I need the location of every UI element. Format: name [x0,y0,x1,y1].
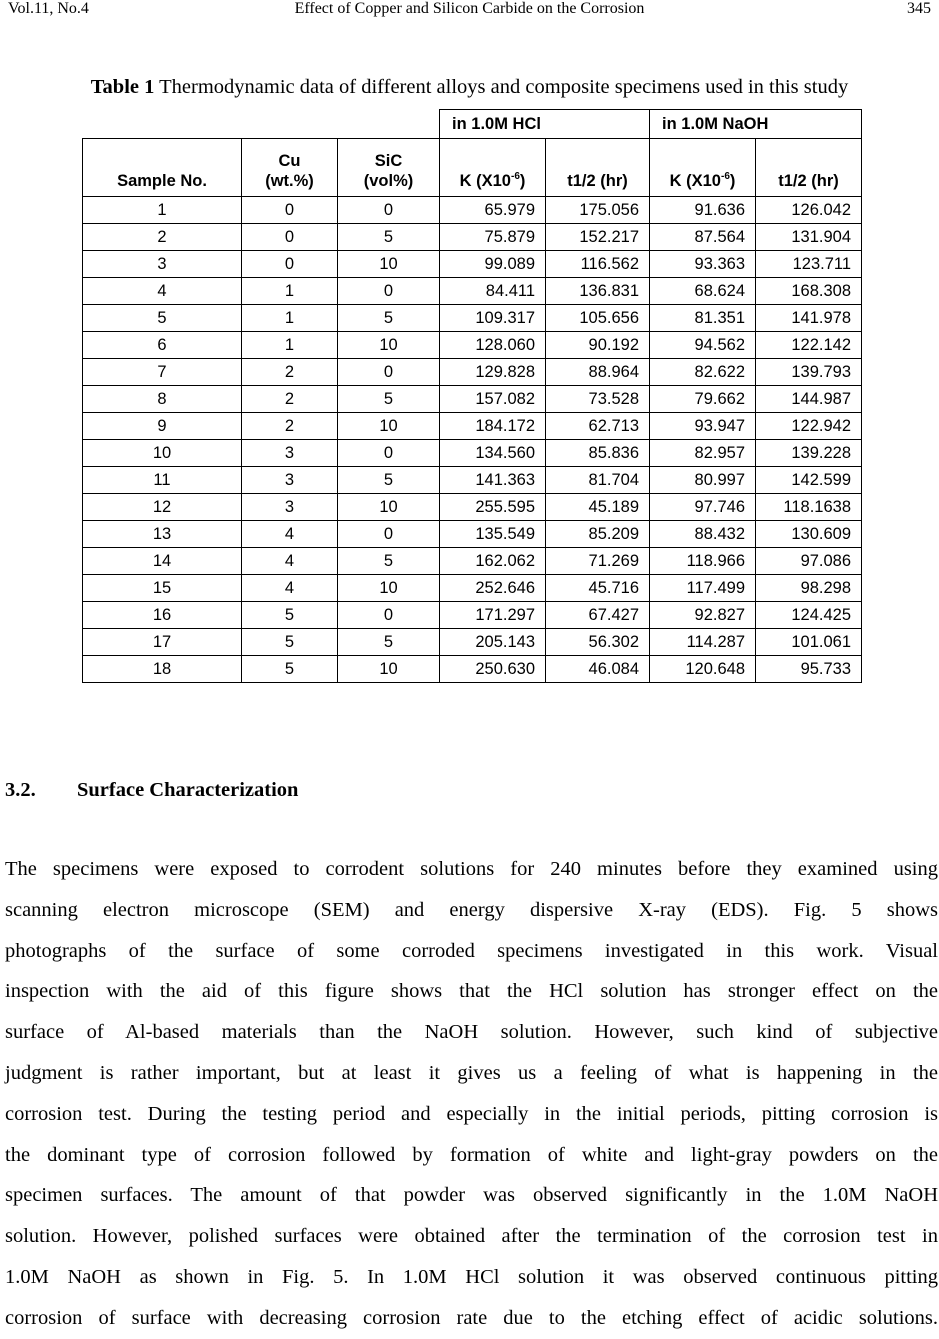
table-cell: 5 [338,305,440,332]
table-cell: 5 [338,629,440,656]
running-header [8,0,931,22]
table-cell: 142.599 [756,467,862,494]
table-cell: 10 [338,413,440,440]
table-cell: 85.836 [546,440,650,467]
table-cell: 93.363 [650,251,756,278]
section-heading [5,779,298,802]
table-cell: 5 [242,656,338,683]
table-cell: 75.879 [440,224,546,251]
table-cell: 0 [242,224,338,251]
table-row [83,521,862,548]
table-cell: 4 [242,575,338,602]
table-cell: 14 [83,548,242,575]
table-cell: 10 [338,494,440,521]
table-cell: 5 [338,467,440,494]
table-cell: 1 [242,278,338,305]
table-cell: 184.172 [440,413,546,440]
table-cell: 141.363 [440,467,546,494]
table-cell: 120.648 [650,656,756,683]
table-row [83,656,862,683]
table-cell: 136.831 [546,278,650,305]
table-row [83,197,862,224]
table-cell: 0 [242,197,338,224]
running-title: Effect of Copper and Silicon Carbide on the Corrosion [294,0,645,17]
table-caption [0,76,939,99]
table-cell: 152.217 [546,224,650,251]
table-cell: 2 [83,224,242,251]
table-cell: 79.662 [650,386,756,413]
paragraph-line: specimen surfaces. The amount of that powder was observed significantly in the 1.0M NaOH [5,1184,938,1207]
table-cell: 2 [242,386,338,413]
table-cell: 162.062 [440,548,546,575]
table-cell: 6 [83,332,242,359]
table-cell: 114.287 [650,629,756,656]
table-cell: 124.425 [756,602,862,629]
table-cell: 4 [83,278,242,305]
table-cell: 135.549 [440,521,546,548]
table-cell: 0 [338,197,440,224]
table-cell: 90.192 [546,332,650,359]
table-cell: 5 [338,386,440,413]
table-cell: 15 [83,575,242,602]
table-cell: 105.656 [546,305,650,332]
section-number: 3.2. [5,779,36,801]
paragraph-line: 1.0M NaOH as shown in Fig. 5. In 1.0M HCl solution it was observed continuous pitting [5,1265,938,1288]
table-cell: 205.143 [440,629,546,656]
table-cell: 92.827 [650,602,756,629]
table-cell: 129.828 [440,359,546,386]
table-cell: 5 [83,305,242,332]
body-paragraph [5,849,938,1339]
table-row [83,278,862,305]
table-cell: 130.609 [756,521,862,548]
group-header-row [83,110,862,139]
paragraph-line: solution. However, polished surfaces were obtained after the termination of the corrosion test in [5,1225,938,1248]
table-cell: 82.622 [650,359,756,386]
journal-volume: Vol.11, No.4 [8,0,89,17]
table-cell: 3 [83,251,242,278]
table-cell: 73.528 [546,386,650,413]
section-title: Surface Characterization [77,779,299,801]
table-cell: 0 [338,602,440,629]
col-header-t-hcl: t1/2 (hr) [546,139,650,197]
table-cell: 85.209 [546,521,650,548]
table-cell: 139.793 [756,359,862,386]
paragraph-line: The specimens were exposed to corrodent solutions for 240 minutes before they examined using [5,858,938,880]
table-row [83,440,862,467]
table-row [83,224,862,251]
table-body [83,197,862,683]
group-header-hcl: in 1.0M HCl [440,110,650,139]
table-cell: 94.562 [650,332,756,359]
table-row [83,467,862,494]
table-cell: 1 [83,197,242,224]
thermodynamic-data-table [82,109,862,683]
table-row [83,413,862,440]
table-cell: 4 [242,548,338,575]
table-cell: 11 [83,467,242,494]
table-cell: 98.298 [756,575,862,602]
table-cell: 0 [338,440,440,467]
table-cell: 95.733 [756,656,862,683]
table-cell: 118.1638 [756,494,862,521]
table-cell: 0 [338,278,440,305]
table-cell: 3 [242,494,338,521]
column-header-row [83,139,862,197]
table-row [83,251,862,278]
table-cell: 3 [242,467,338,494]
table-cell: 62.713 [546,413,650,440]
table-cell: 93.947 [650,413,756,440]
group-header-blank [83,110,440,139]
table-cell: 116.562 [546,251,650,278]
col-header-k-naoh: K $(X10^{-6})$ [650,139,756,197]
table-cell: 87.564 [650,224,756,251]
paragraph-line: photographs of the surface of some corroded specimens investigated in this work. Visual [5,939,938,962]
table-cell: 10 [83,440,242,467]
table-cell: 81.704 [546,467,650,494]
paragraph-line: scanning electron microscope (SEM) and energy dispersive X-ray (EDS). Fig. 5 shows [5,898,938,921]
paragraph-line: judgment is rather important, but at least it gives us a feeling of what is happening in the [5,1061,938,1084]
table-cell: 10 [338,656,440,683]
table-cell: 118.966 [650,548,756,575]
table-cell: 157.082 [440,386,546,413]
group-header-naoh: in 1.0M NaOH [650,110,862,139]
table-cell: 0 [338,359,440,386]
table-cell: 141.978 [756,305,862,332]
table-cell: 5 [242,602,338,629]
paragraph-line: inspection with the aid of this figure shows that the HCl solution has stronger effect on the [5,980,938,1003]
table-row [83,386,862,413]
table-cell: 13 [83,521,242,548]
table-cell: 128.060 [440,332,546,359]
table-cell: 80.997 [650,467,756,494]
table-cell: 250.630 [440,656,546,683]
table-cell: 99.089 [440,251,546,278]
table-cell: 5 [338,548,440,575]
paragraph-line: the dominant type of corrosion followed by formation of white and light-gray powders on the [5,1143,938,1166]
table-cell: 2 [242,413,338,440]
table-cell: 144.987 [756,386,862,413]
table-cell: 81.351 [650,305,756,332]
table-cell: 252.646 [440,575,546,602]
col-header-sample: Sample No. [83,139,242,197]
table-cell: 67.427 [546,602,650,629]
table-cell: 2 [242,359,338,386]
table-cell: 97.086 [756,548,862,575]
table-label: Table 1 [90,76,155,98]
table-cell: 12 [83,494,242,521]
paragraph-line: surface of Al-based materials than the NaOH solution. However, such kind of subjective [5,1021,938,1044]
col-header-k-hcl: K $(X10^{-6})$ [440,139,546,197]
page-number: 345 [907,0,931,17]
table-cell: 122.142 [756,332,862,359]
col-header-cu: Cu (wt.%) [242,139,338,197]
table-cell: 255.595 [440,494,546,521]
table-cell: 123.711 [756,251,862,278]
table-cell: 1 [242,332,338,359]
table-cell: 88.964 [546,359,650,386]
table-row [83,494,862,521]
table-cell: 126.042 [756,197,862,224]
table-cell: 117.499 [650,575,756,602]
table-row [83,359,862,386]
table-cell: 171.297 [440,602,546,629]
table-row [83,332,862,359]
table-row [83,305,862,332]
table-caption-text: Thermodynamic data of different alloys and composite specimens used in this study [154,76,849,98]
table-cell: 46.084 [546,656,650,683]
table-row [83,602,862,629]
table-cell: 5 [338,224,440,251]
table-cell: 122.942 [756,413,862,440]
paragraph-line: corrosion of surface with decreasing corrosion rate due to the etching effect of acidic solutions. [5,1306,938,1329]
table-cell: 109.317 [440,305,546,332]
table-cell: 9 [83,413,242,440]
table-cell: 168.308 [756,278,862,305]
table-cell: 56.302 [546,629,650,656]
col-header-t-naoh: t1/2 (hr) [756,139,862,197]
table-row [83,629,862,656]
table-cell: 175.056 [546,197,650,224]
table-cell: 68.624 [650,278,756,305]
table-cell: 45.716 [546,575,650,602]
table-cell: 101.061 [756,629,862,656]
table-cell: 97.746 [650,494,756,521]
table-cell: 71.269 [546,548,650,575]
table-cell: 10 [338,575,440,602]
table-cell: 139.228 [756,440,862,467]
paragraph-line: corrosion test. During the testing period and especially in the initial periods, pitting corrosion is [5,1102,938,1125]
table-cell: 3 [242,440,338,467]
table-cell: 82.957 [650,440,756,467]
table-cell: 88.432 [650,521,756,548]
table-cell: 4 [242,521,338,548]
table-cell: 65.979 [440,197,546,224]
table-cell: 134.560 [440,440,546,467]
table-cell: 45.189 [546,494,650,521]
table-cell: 84.411 [440,278,546,305]
col-header-sic: SiC (vol%) [338,139,440,197]
table-row [83,548,862,575]
table-cell: 0 [242,251,338,278]
table-cell: 5 [242,629,338,656]
table-cell: 10 [338,251,440,278]
table-cell: 0 [338,521,440,548]
table-cell: 91.636 [650,197,756,224]
table-cell: 1 [242,305,338,332]
table-cell: 7 [83,359,242,386]
table-row [83,575,862,602]
table-cell: 10 [338,332,440,359]
table-cell: 18 [83,656,242,683]
table-cell: 8 [83,386,242,413]
table-cell: 131.904 [756,224,862,251]
table-cell: 16 [83,602,242,629]
table-cell: 17 [83,629,242,656]
